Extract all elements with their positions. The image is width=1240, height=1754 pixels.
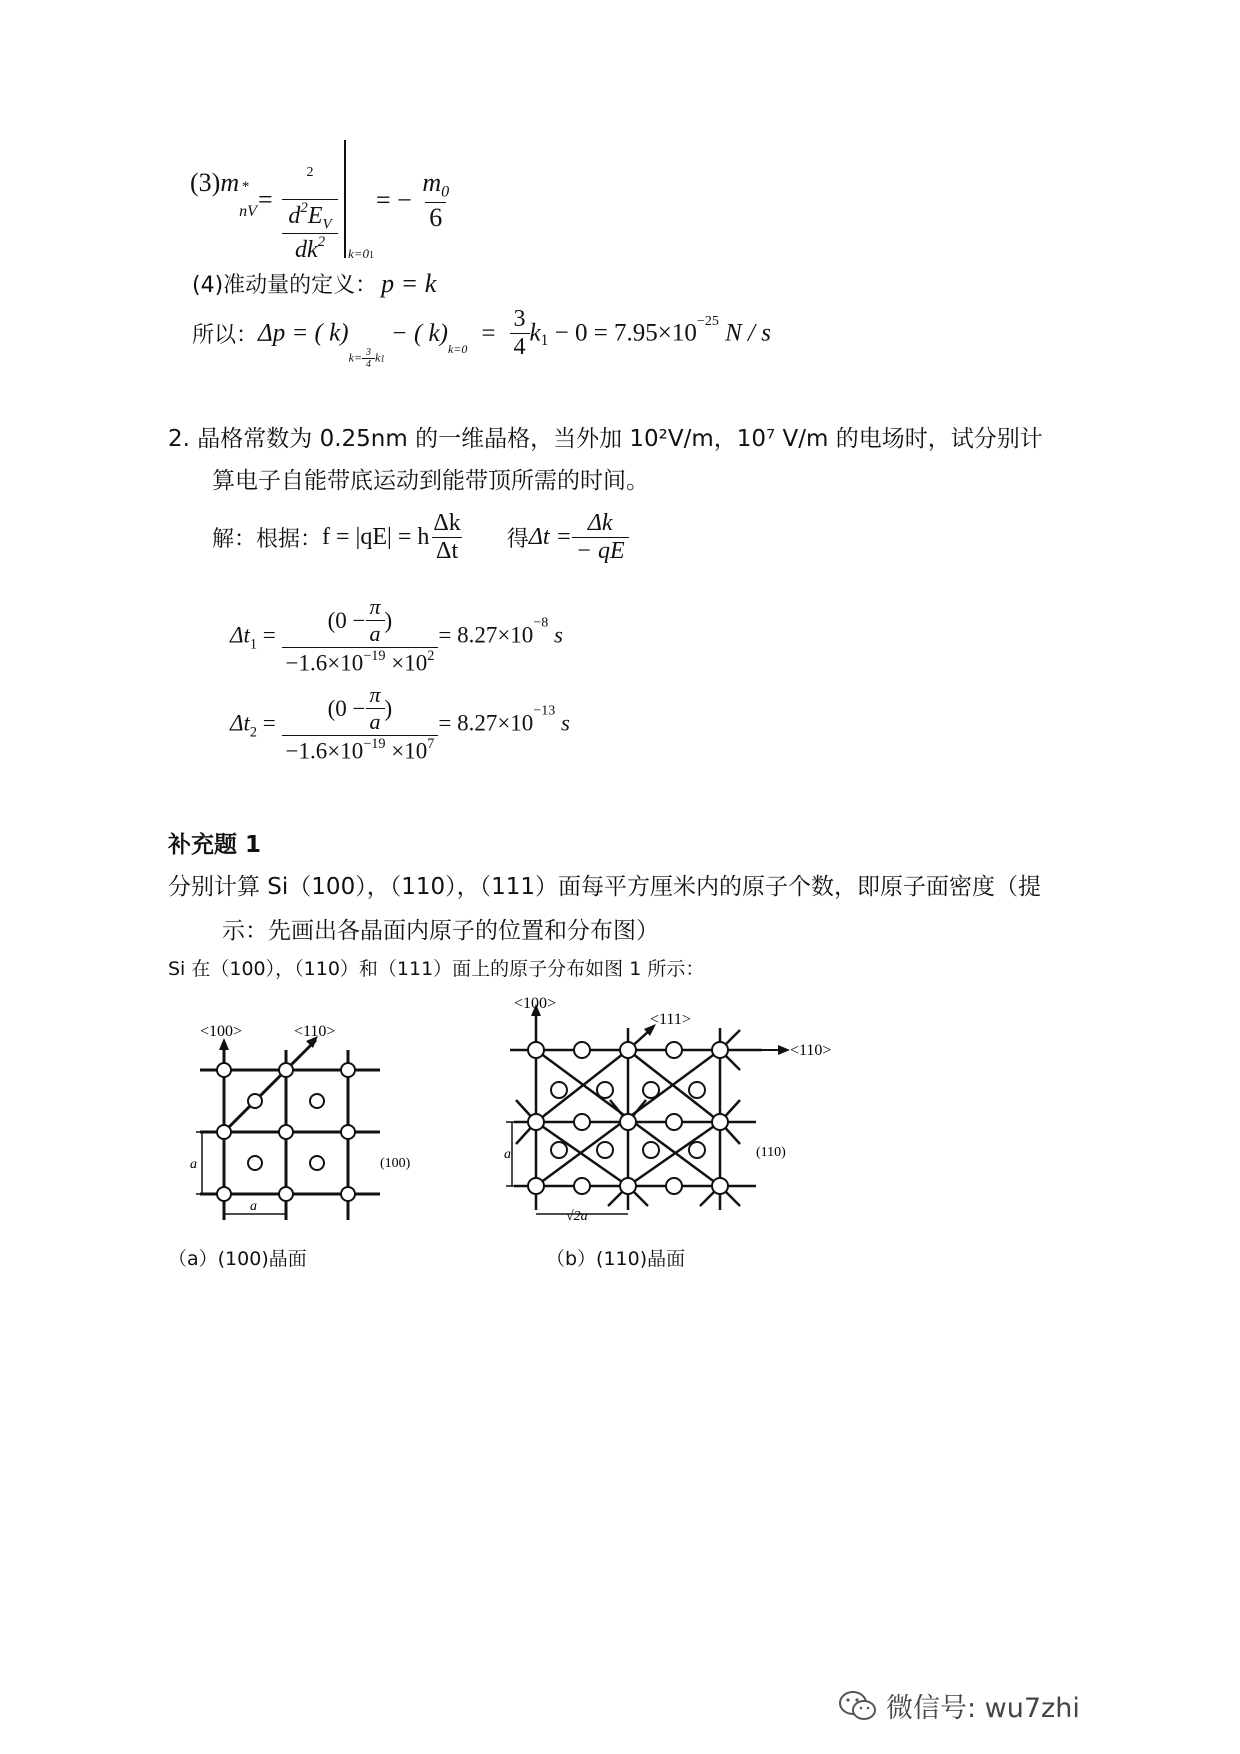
equation-3-fraction: 2 $d^2E_V$ $dk^2$ [282, 165, 338, 265]
figure-b-110-plane [500, 990, 840, 1230]
figure-a-100-plane [180, 1010, 450, 1240]
wechat-icon [838, 1689, 878, 1723]
label-110-direction: <110> [294, 1023, 336, 1040]
watermark: 微信号: wu7zhi [838, 1686, 1080, 1725]
dimension-a-vertical: a [190, 1157, 197, 1172]
plane-label: (100) [380, 1156, 411, 1171]
equation-3: (3)m * nV [190, 168, 257, 220]
label-100-direction: <100> [200, 1023, 243, 1040]
figure-b-caption: （b）(110)晶面 [546, 1248, 686, 1270]
evaluation-bar [344, 140, 346, 258]
supplement-line-1: 分别计算 Si（100），（110），（111）面每平方厘米内的原子个数，即原子面密度（提 [168, 874, 1042, 900]
problem-2-line-1: 2. 晶格常数为 0.25nm 的一维晶格，当外加 10²V/m，10⁷ V/m 的电场时，试分别计 [168, 426, 1043, 452]
label-110-direction: <110> [790, 1042, 832, 1059]
equation-4: (4)准动量的定义： p = k [192, 269, 437, 298]
equation-3-rhs: = − $\frac{m_0}{6}$ [376, 168, 450, 232]
delta-t1-equation: $\Delta t_1$ = (0 − $\frac{\pi}{a}$ ) $-1.6\times 10^{-19} \times 10^2$ = $8.27\times 10^{-8}$ s [230, 594, 563, 676]
label-100-direction: <100> [514, 995, 557, 1012]
dimension-a-horizontal: a [250, 1199, 257, 1214]
supplement-line-3: Si 在（100），（110）和（111）面上的原子分布如图 1 所示： [168, 958, 705, 980]
supplement-line-2: 示：先画出各晶面内原子的位置和分布图） [222, 918, 659, 944]
plane-label: (110) [756, 1145, 786, 1160]
momentum-change-equation: 所以：Δp = ( k)k= $\frac{3}{4}$ k1− ( $k)_{k=0}=$ $\frac{3}{4}$ $k_1 - 0 = 7.95\times 10^{-25}$ N / s [192, 306, 771, 370]
supplement-title: 补充题 1 [168, 832, 262, 858]
label-111-direction: <111> [650, 1011, 691, 1028]
delta-t2-equation: $\Delta t_2$ = (0 − $\frac{\pi}{a}$ ) $-1.6\times 10^{-19} \times 10^7$ = $8.27\times 10^{-13}$ s [230, 682, 570, 764]
dimension-sqrt2a: √2a [566, 1209, 588, 1224]
solution-formula: 解：根据：f = |qE| = h $\frac{\Delta k}{\Delta t}$ 得Δt = $\frac{\Delta k}{- qE}$ [212, 510, 629, 565]
evaluation-subscript: k=01 [348, 246, 375, 261]
dimension-a: a [504, 1147, 511, 1162]
equation-3-equals: = [258, 185, 273, 214]
problem-2-line-2: 算电子自能带底运动到能带顶所需的时间。 [212, 468, 649, 494]
figure-a-caption: （a）(100)晶面 [168, 1248, 307, 1270]
